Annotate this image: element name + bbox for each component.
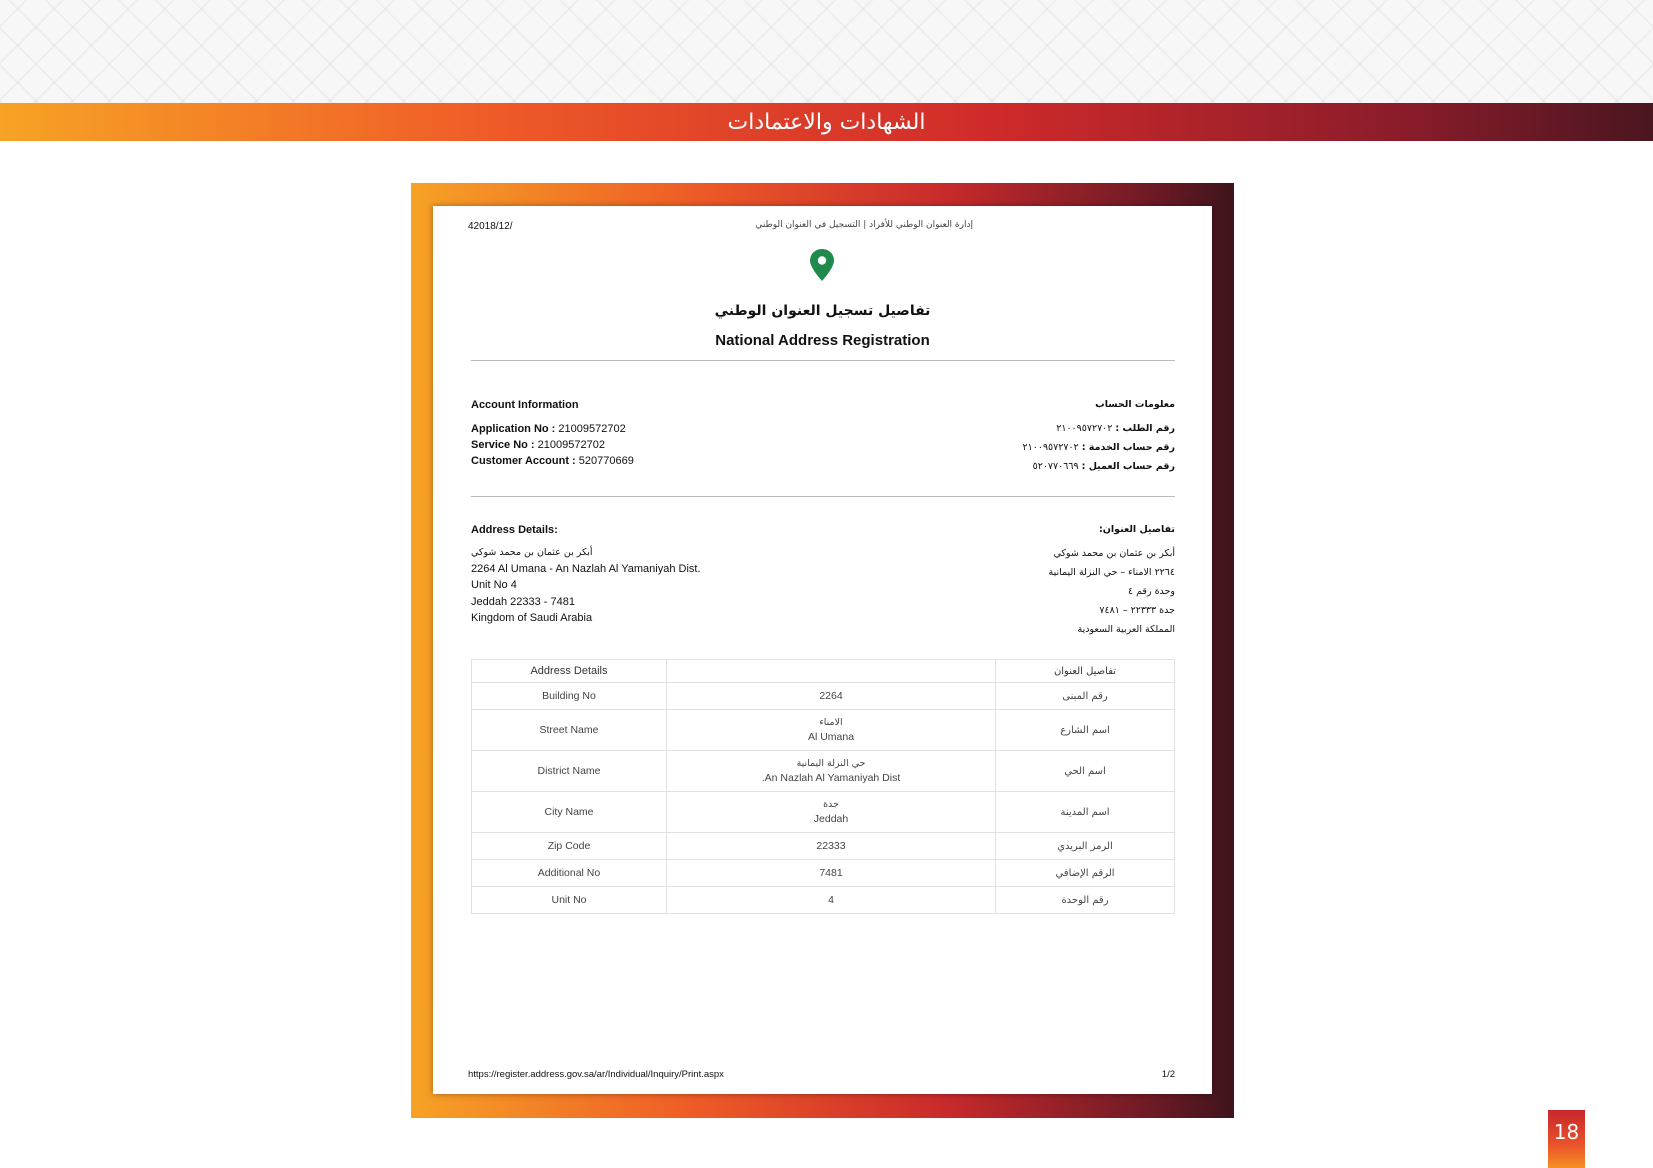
- account-heading-en: Account Information: [471, 399, 579, 411]
- row-label-en: Additional No: [472, 860, 667, 887]
- address-line-en: أبكر بن عثمان بن محمد شوكي: [471, 547, 593, 558]
- section-banner: [0, 103, 1653, 141]
- address-line-ar: أبكر بن عثمان بن محمد شوكي: [1053, 548, 1175, 559]
- row-label-ar: اسم الشارع: [996, 710, 1175, 751]
- application-no-ar: رقم الطلب : ٢١٠٠٩٥٧٢٧٠٢: [1056, 423, 1175, 434]
- service-no-ar: رقم حساب الخدمة : ٢١٠٠٩٥٧٢٧٠٢: [1022, 442, 1175, 453]
- divider: [471, 496, 1175, 497]
- row-label-ar: رقم المبنى: [996, 683, 1175, 710]
- row-label-ar: الرقم الإضافي: [996, 860, 1175, 887]
- address-line-ar: المملكة العربية السعودية: [1077, 624, 1175, 635]
- footer-url: https://register.address.gov.sa/ar/Individual/Inquiry/Print.aspx: [468, 1069, 724, 1080]
- table-row: [472, 887, 1175, 914]
- row-label-en: District Name: [472, 751, 667, 792]
- table-row: [472, 860, 1175, 887]
- application-no-en: Application No : 21009572702: [471, 423, 626, 435]
- row-label-ar: رقم الوحدة: [996, 887, 1175, 914]
- address-table: [471, 659, 1175, 914]
- address-heading-ar: تفاصيل العنوان:: [1099, 524, 1175, 535]
- document-page: [433, 206, 1212, 1094]
- address-heading-en: Address Details:: [471, 524, 558, 536]
- row-label-en: City Name: [472, 792, 667, 833]
- header-date: 42018/12/: [468, 221, 513, 232]
- location-pin-icon: [808, 248, 836, 282]
- address-line-ar: جدة ٢٢٣٣٣ – ٧٤٨١: [1099, 605, 1175, 616]
- address-line-en: Unit No 4: [471, 579, 517, 591]
- row-value: حي النزلة اليمانية .An Nazlah Al Yamaniyah Dist: [667, 751, 996, 792]
- table-header-ar: تفاصيل العنوان: [996, 660, 1175, 683]
- document-title-arabic: تفاصيل تسجيل العنوان الوطني: [714, 303, 931, 319]
- row-value: 22333: [667, 833, 996, 860]
- table-row: [472, 792, 1175, 833]
- address-line-en: Kingdom of Saudi Arabia: [471, 612, 593, 624]
- table-header-row: [472, 660, 1175, 683]
- row-label-en: Unit No: [472, 887, 667, 914]
- document-title-english: National Address Registration: [715, 332, 930, 349]
- page-number: 18: [1548, 1110, 1585, 1168]
- account-heading-ar: معلومات الحساب: [1095, 399, 1175, 410]
- header-title: إدارة العنوان الوطني للأفراد | التسجيل في العنوان الوطني: [755, 220, 973, 230]
- row-label-en: Zip Code: [472, 833, 667, 860]
- customer-account-ar: رقم حساب العميل : ٥٢٠٧٧٠٦٦٩: [1032, 461, 1175, 472]
- row-value: الامناء Al Umana: [667, 710, 996, 751]
- table-row: [472, 833, 1175, 860]
- footer-page-indicator: 1/2: [1161, 1069, 1175, 1080]
- row-label-en: Building No: [472, 683, 667, 710]
- divider: [471, 360, 1175, 361]
- row-label-ar: الرمز البريدي: [996, 833, 1175, 860]
- table-row: [472, 710, 1175, 751]
- table-row: [472, 751, 1175, 792]
- table-row: [472, 683, 1175, 710]
- row-value: 2264: [667, 683, 996, 710]
- row-value: جدة Jeddah: [667, 792, 996, 833]
- table-header-value: [667, 660, 996, 683]
- table-header-en: Address Details: [472, 660, 667, 683]
- address-line-ar: ٢٢٦٤ الامناء – حي النزلة اليمانية: [1048, 567, 1175, 578]
- address-line-en: Jeddah 22333 - 7481: [471, 596, 575, 608]
- row-label-ar: اسم الحي: [996, 751, 1175, 792]
- decorative-pattern: [0, 0, 1653, 103]
- banner-title: الشهادات والاعتمادات: [727, 109, 926, 135]
- address-line-en: 2264 Al Umana - An Nazlah Al Yamaniyah Dist.: [471, 563, 701, 575]
- row-label-en: Street Name: [472, 710, 667, 751]
- customer-account-en: Customer Account : 520770669: [471, 455, 634, 467]
- address-line-ar: وحدة رقم ٤: [1127, 586, 1175, 597]
- row-value: 7481: [667, 860, 996, 887]
- row-value: 4: [667, 887, 996, 914]
- service-no-en: Service No : 21009572702: [471, 439, 605, 451]
- row-label-ar: اسم المدينة: [996, 792, 1175, 833]
